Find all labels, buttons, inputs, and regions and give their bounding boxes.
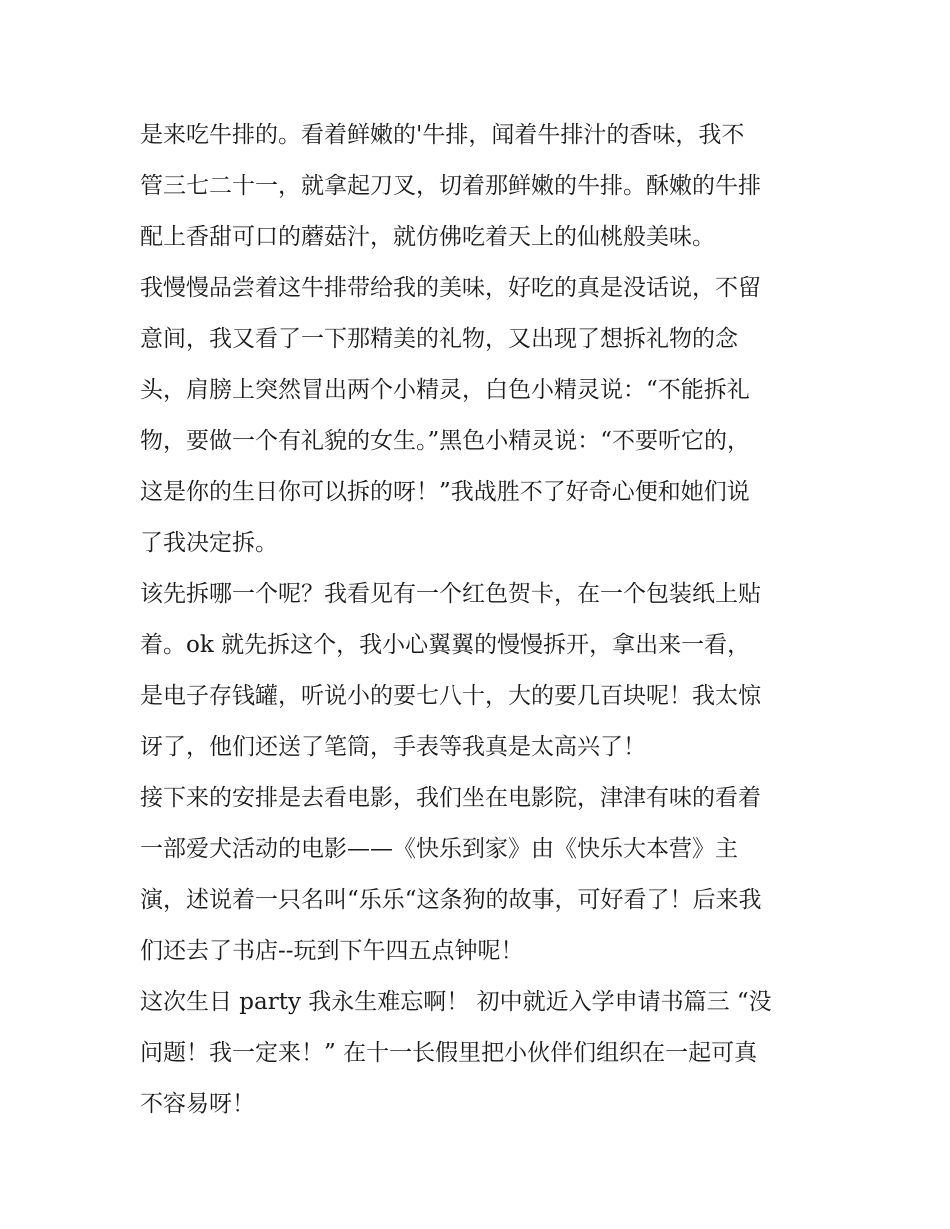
text-line: 意间，我又看了一下那精美的礼物，又出现了想拆礼物的念 [140,326,738,352]
text-line: 接下来的安排是去看电影，我们坐在电影院，津津有味的看着 [140,785,761,811]
text-line: 配上香甜可口的蘑菇汁，就仿佛吃着天上的仙桃般美味。 [140,224,715,250]
text-line: 演，述说着一只名叫“乐乐“这条狗的故事，可好看了！后来我 [140,887,762,913]
text-line: 讶了，他们还送了笔筒，手表等我真是太高兴了！ [140,734,646,760]
text-line: 管三七二十一，就拿起刀叉，切着那鲜嫩的牛排。酥嫩的牛排 [140,173,761,199]
text-line: 们还去了书店--玩到下午四五点钟呢！ [140,938,524,964]
text-line: 是来吃牛排的。看着鲜嫩的'牛排，闻着牛排汁的香味，我不 [140,122,745,148]
text-line: 问题！我一定来！” 在十一长假里把小伙伴们组织在一起可真 [140,1040,758,1066]
text-line: 头，肩膀上突然冒出两个小精灵，白色小精灵说：“不能拆礼 [140,377,750,403]
text-line: 这是你的生日你可以拆的呀！”我战胜不了好奇心便和她们说 [140,479,750,505]
document-body [140,110,830,1130]
text-line: 不容易呀！ [140,1091,255,1117]
text-line: 着。ok 就先拆这个，我小心翼翼的慢慢拆开，拿出来一看， [140,632,751,658]
text-line: 一部爱犬活动的电影——《快乐到家》由《快乐大本营》主 [140,836,738,862]
text-line: 物，要做一个有礼貌的女生。”黑色小精灵说：“不要听它的， [140,428,751,454]
text-line: 是电子存钱罐，听说小的要七八十，大的要几百块呢！我太惊 [140,683,761,709]
text-line: 这次生日 party 我永生难忘啊！ 初中就近入学申请书篇三 “没 [140,989,772,1015]
text-line: 我慢慢品尝着这牛排带给我的美味，好吃的真是没话说，不留 [140,275,761,301]
text-line: 该先拆哪一个呢？我看见有一个红色贺卡，在一个包装纸上贴 [140,581,761,607]
text-line: 了我决定拆。 [140,530,278,556]
